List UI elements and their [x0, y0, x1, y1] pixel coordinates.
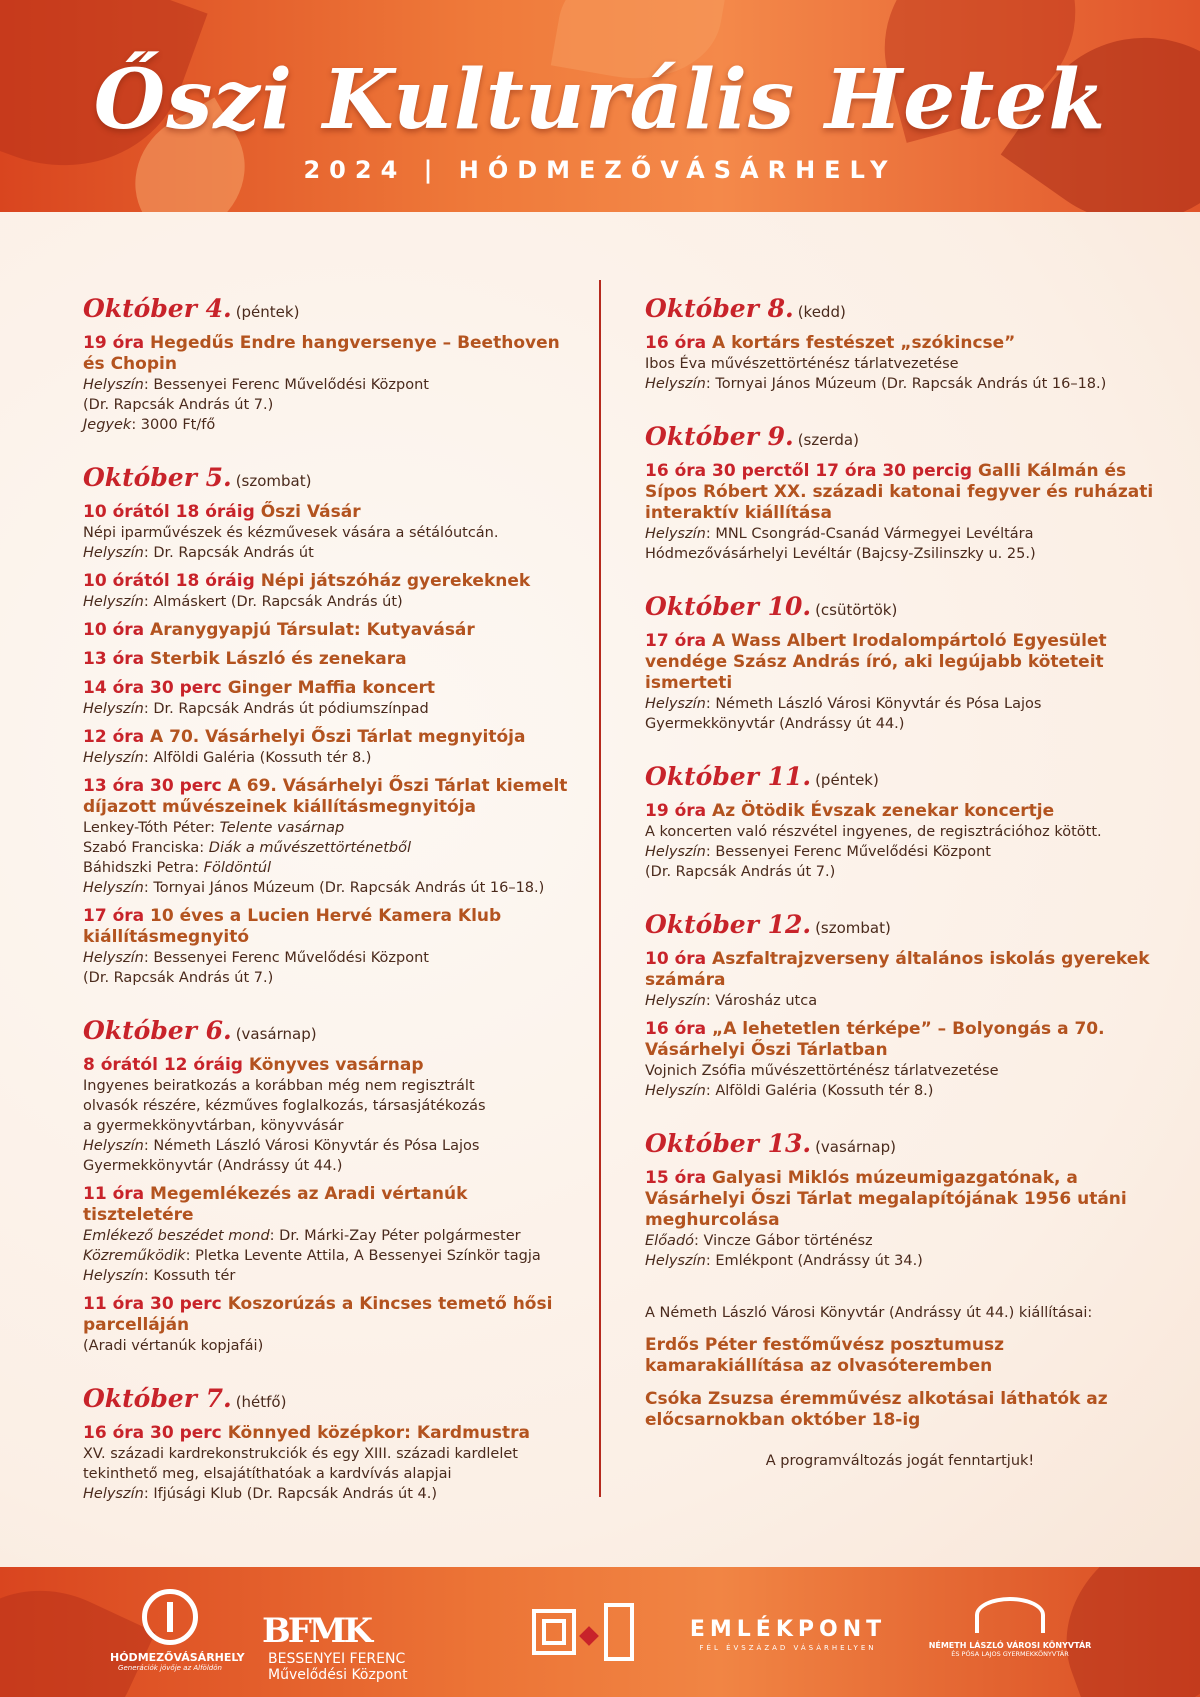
event-title — [645, 1019, 1155, 1061]
event-title — [83, 571, 583, 592]
detail-text: A koncerten való részvétel ingyenes, de regisztrációhoz kötött. — [645, 824, 1102, 840]
event-detail-line — [83, 1136, 583, 1156]
event-title — [645, 333, 1155, 354]
event-title — [645, 461, 1155, 524]
day-section — [83, 461, 583, 988]
event-time: 11 óra — [83, 1184, 145, 1204]
event-item — [645, 631, 1155, 734]
event-time: 10 óra — [645, 949, 707, 969]
detail-text: : MNL Csongrád-Csanád Vármegyei Levéltára — [705, 526, 1034, 542]
event-title — [83, 333, 583, 375]
detail-work-title: Földöntúl — [203, 860, 272, 876]
detail-text: : Tornyai János Múzeum (Dr. Rapcsák András út 16–18.) — [143, 880, 545, 896]
program-column-left — [83, 292, 583, 1504]
event-title — [83, 776, 583, 818]
detail-label: Helyszín — [83, 1486, 144, 1502]
event-name: Aszfaltrajzverseny általános iskolás gyerekek számára — [645, 949, 1150, 990]
detail-label: Helyszín — [83, 950, 144, 966]
detail-label: Helyszín — [83, 701, 144, 717]
detail-text: : Emlékpont (Andrássy út 34.) — [705, 1253, 923, 1269]
event-detail-line — [83, 968, 583, 988]
city-crest-icon — [142, 1589, 198, 1645]
event-detail-line — [83, 415, 583, 435]
day-section — [83, 1014, 583, 1356]
detail-label: Helyszín — [83, 545, 144, 561]
detail-text: : Vincze Gábor történész — [694, 1233, 873, 1249]
event-name: Ginger Maffia koncert — [227, 678, 436, 698]
event-time: 17 óra — [645, 631, 707, 651]
event-title — [645, 631, 1155, 694]
detail-label: Helyszín — [645, 526, 706, 542]
header-banner — [0, 0, 1200, 212]
event-item — [83, 502, 583, 563]
event-time: 10 órától 18 óráig — [83, 571, 255, 591]
event-detail-line — [83, 1444, 583, 1464]
day-heading — [83, 1382, 583, 1419]
event-detail-line — [645, 694, 1155, 714]
detail-text: Báhidszki Petra: — [83, 860, 204, 876]
event-detail-line — [645, 862, 1155, 882]
event-detail-line — [645, 1061, 1155, 1081]
bfmk-line2: Művelődési Központ — [268, 1667, 408, 1683]
day-section — [83, 1382, 583, 1504]
event-time: 10 óra — [83, 620, 145, 640]
library-logo-line2: ÉS PÓSA LAJOS GYERMEKKÖNYVTÁR — [951, 1650, 1069, 1658]
day-date: Október 5. — [83, 463, 232, 492]
day-date: Október 9. — [645, 422, 794, 451]
detail-label: Helyszín — [83, 1138, 144, 1154]
detail-label: Helyszín — [83, 594, 144, 610]
event-name: Könnyed középkor: Kardmustra — [227, 1423, 531, 1443]
day-weekday: (szerda) — [797, 431, 859, 449]
detail-text: Ibos Éva művészettörténész tárlatvezetése — [645, 356, 959, 372]
event-time: 12 óra — [83, 727, 145, 747]
detail-text: Gyermekkönyvtár (Andrássy út 44.) — [83, 1158, 343, 1174]
detail-label: Helyszín — [645, 1253, 706, 1269]
event-item — [83, 727, 583, 768]
event-item — [83, 678, 583, 719]
detail-work-title: Telente vasárnap — [219, 820, 345, 836]
detail-text: : Alföldi Galéria (Kossuth tér 8.) — [143, 750, 372, 766]
event-detail-line — [83, 1096, 583, 1116]
column-divider — [599, 280, 601, 1497]
event-item — [83, 776, 583, 898]
detail-label: Közreműködik — [83, 1248, 186, 1264]
detail-text: : Tornyai János Múzeum (Dr. Rapcsák András út 16–18.) — [705, 376, 1107, 392]
event-time: 16 óra — [645, 1019, 707, 1039]
event-item — [83, 571, 583, 612]
detail-text: tekinthető meg, elsajátíthatóak a kardvívás alapjai — [83, 1466, 452, 1482]
event-item — [645, 333, 1155, 394]
detail-text: : Almáskert (Dr. Rapcsák András út) — [143, 594, 403, 610]
event-detail-line — [83, 858, 583, 878]
day-section — [645, 760, 1155, 882]
program-column-right — [645, 292, 1155, 1469]
event-detail-line — [83, 1464, 583, 1484]
event-detail-line — [83, 818, 583, 838]
event-title — [83, 1055, 583, 1076]
day-heading — [645, 292, 1155, 329]
event-detail-line — [645, 822, 1155, 842]
event-title — [645, 949, 1155, 991]
event-name: „A lehetetlen térképe” – Bolyongás a 70. Vásárhelyi Őszi Tárlatban — [645, 1019, 1105, 1060]
event-detail-line — [645, 544, 1155, 564]
detail-label: Helyszín — [645, 844, 706, 860]
detail-text: : Bessenyei Ferenc Művelődési Központ — [143, 950, 429, 966]
detail-text: : 3000 Ft/fő — [131, 417, 216, 433]
event-item — [83, 1055, 583, 1176]
day-heading — [83, 292, 583, 329]
detail-text: Népi iparművészek és kézművesek vására a sétálóutcán. — [83, 525, 499, 541]
event-item — [645, 949, 1155, 1011]
day-heading — [645, 760, 1155, 797]
logo-nemeth-laszlo-konyvtar — [920, 1597, 1100, 1658]
event-detail-line — [645, 1251, 1155, 1271]
detail-text: : Kossuth tér — [143, 1268, 236, 1284]
page-subtitle: 2024 | HÓDMEZŐVÁSÁRHELY — [303, 156, 897, 184]
event-time: 16 óra — [645, 333, 707, 353]
detail-text: (Dr. Rapcsák András út 7.) — [83, 970, 274, 986]
detail-text: Lenkey-Tóth Péter: — [83, 820, 220, 836]
detail-text: : Ifjúsági Klub (Dr. Rapcsák András út 4.) — [143, 1486, 437, 1502]
exhibit-1: Erdős Péter festőművész posztumusz kamarakiállítása az olvasóteremben — [645, 1335, 1004, 1376]
day-section — [645, 420, 1155, 564]
event-title — [83, 678, 583, 699]
detail-label: Emlékező beszédet mond — [83, 1228, 270, 1244]
detail-text: (Dr. Rapcsák András út 7.) — [645, 864, 836, 880]
event-title — [83, 1294, 583, 1336]
event-name: Az Ötödik Évszak zenekar koncertje — [712, 801, 1055, 821]
event-detail-line — [83, 838, 583, 858]
library-logo-line1: NÉMETH LÁSZLÓ VÁROSI KÖNYVTÁR — [928, 1641, 1092, 1650]
event-item — [83, 620, 583, 641]
event-item — [645, 461, 1155, 564]
day-date: Október 6. — [83, 1016, 232, 1045]
day-section — [83, 292, 583, 435]
event-item — [83, 1184, 583, 1286]
detail-text: : Városház utca — [705, 993, 818, 1009]
day-weekday: (szombat) — [815, 919, 891, 937]
detail-label: Helyszín — [645, 696, 706, 712]
event-title — [83, 1423, 583, 1444]
detail-label: Előadó — [645, 1233, 695, 1249]
detail-text: : Pletka Levente Attila, A Bessenyei Színkör tagja — [185, 1248, 541, 1264]
detail-label: Helyszín — [83, 880, 144, 896]
event-item — [83, 906, 583, 988]
event-detail-line — [83, 592, 583, 612]
detail-text: : Bessenyei Ferenc Művelődési Központ — [705, 844, 991, 860]
detail-label: Helyszín — [645, 993, 706, 1009]
event-time: 17 óra — [83, 906, 145, 926]
event-name: A kortárs festészet „szókincse” — [712, 333, 1016, 353]
event-time: 8 órától 12 óráig — [83, 1055, 243, 1075]
event-title — [83, 1184, 583, 1226]
footer-banner — [0, 1567, 1200, 1697]
day-section — [645, 590, 1155, 734]
bfmk-line1: BESSENYEI FERENC — [268, 1651, 406, 1667]
event-time: 15 óra — [645, 1168, 707, 1188]
detail-label: Helyszín — [83, 377, 144, 393]
detail-text: Ingyenes beiratkozás a korábban még nem regisztrált — [83, 1078, 475, 1094]
event-time: 10 órától 18 óráig — [83, 502, 255, 522]
day-heading — [645, 1127, 1155, 1164]
day-weekday: (vasárnap) — [815, 1138, 896, 1156]
day-section — [645, 1127, 1155, 1271]
event-name: Aranygyapjú Társulat: Kutyavásár — [150, 620, 475, 640]
event-name: A 70. Vásárhelyi Őszi Tárlat megnyitója — [150, 727, 526, 747]
day-heading — [645, 908, 1155, 945]
detail-label: Helyszín — [645, 376, 706, 392]
detail-text: Szabó Franciska: — [83, 840, 209, 856]
event-item — [645, 1019, 1155, 1101]
detail-text: (Aradi vértanúk kopjafái) — [83, 1338, 264, 1354]
event-time: 13 óra 30 perc — [83, 776, 222, 796]
event-detail-line — [83, 395, 583, 415]
day-date: Október 4. — [83, 294, 232, 323]
event-detail-line — [645, 991, 1155, 1011]
event-name: Megemlékezés az Aradi vértanúk tiszteletére — [83, 1184, 468, 1225]
day-heading — [645, 590, 1155, 627]
event-name: Hegedűs Endre hangversenye – Beethoven és Chopin — [83, 333, 560, 374]
event-name: Őszi Vásár — [260, 502, 361, 522]
logo-emlekpont — [688, 1617, 888, 1652]
detail-label: Helyszín — [645, 1083, 706, 1099]
event-name: Népi játszóház gyerekeknek — [260, 571, 531, 591]
book-fan-icon — [975, 1597, 1045, 1633]
event-detail-line — [645, 374, 1155, 394]
event-detail-line — [83, 878, 583, 898]
event-name: A Wass Albert Irodalompártoló Egyesület vendége Szász András író, aki legújabb köteteit ismerteti — [645, 631, 1107, 693]
detail-text: Hódmezővásárhelyi Levéltár (Bajcsy-Zsilinszky u. 25.) — [645, 546, 1036, 562]
event-detail-line — [645, 714, 1155, 734]
event-title — [83, 620, 583, 641]
logo-museum-icon — [532, 1609, 652, 1665]
event-detail-line — [83, 1266, 583, 1286]
day-heading — [645, 420, 1155, 457]
day-section — [645, 292, 1155, 394]
logo-bfmk — [262, 1611, 502, 1683]
page-title: Őszi Kulturális Hetek — [93, 52, 1107, 148]
detail-text: : Dr. Rapcsák András út pódiumszínpad — [143, 701, 429, 717]
event-time: 16 óra 30 perctől 17 óra 30 percig — [645, 461, 973, 481]
event-title — [83, 727, 583, 748]
day-date: Október 10. — [645, 592, 812, 621]
event-detail-line — [83, 748, 583, 768]
event-detail-line — [645, 1231, 1155, 1251]
detail-text: Vojnich Zsófia művészettörténész tárlatvezetése — [645, 1063, 999, 1079]
day-weekday: (péntek) — [815, 771, 879, 789]
library-note: A Németh László Városi Könyvtár (Andrássy út 44.) kiállításai: — [645, 1305, 1093, 1321]
event-name: Koszorúzás a Kincses temető hősi parcelláján — [83, 1294, 553, 1335]
day-date: Október 8. — [645, 294, 794, 323]
day-section — [645, 908, 1155, 1101]
event-name: Galli Kálmán és Sípos Róbert XX. századi katonai fegyver és ruházati interaktív kiállítása — [645, 461, 1154, 523]
bfmk-mark: BFMK — [262, 1611, 371, 1651]
event-detail-line — [645, 354, 1155, 374]
detail-label: Helyszín — [83, 750, 144, 766]
event-time: 11 óra 30 perc — [83, 1294, 222, 1314]
event-detail-line — [83, 1116, 583, 1136]
event-detail-line — [83, 1246, 583, 1266]
emlekpont-name: EMLÉKPONT — [689, 1617, 887, 1642]
event-detail-line — [83, 1156, 583, 1176]
detail-label: Jegyek — [83, 417, 132, 433]
day-weekday: (vasárnap) — [235, 1025, 317, 1043]
event-time: 16 óra 30 perc — [83, 1423, 222, 1443]
day-weekday: (szombat) — [235, 472, 312, 490]
event-time: 13 óra — [83, 649, 145, 669]
day-heading — [83, 461, 583, 498]
emlekpont-tagline: FÉL ÉVSZÁZAD VÁSÁRHELYEN — [699, 1644, 877, 1652]
event-item — [83, 333, 583, 435]
detail-text: olvasók részére, kézműves foglalkozás, társasjátékozás — [83, 1098, 486, 1114]
event-detail-line — [83, 1226, 583, 1246]
detail-label: Helyszín — [83, 1268, 144, 1284]
detail-text: : Németh László Városi Könyvtár és Pósa Lajos — [705, 696, 1042, 712]
day-weekday: (csütörtök) — [815, 601, 898, 619]
detail-text: Gyermekkönyvtár (Andrássy út 44.) — [645, 716, 905, 732]
detail-text: a gyermekkönyvtárban, könyvvásár — [83, 1118, 344, 1134]
event-title — [83, 649, 583, 670]
detail-text: : Alföldi Galéria (Kossuth tér 8.) — [705, 1083, 934, 1099]
event-item — [645, 801, 1155, 882]
logo-hodmezovasarhely-name: HÓDMEZŐVÁSÁRHELY — [110, 1651, 245, 1664]
event-name: 10 éves a Lucien Hervé Kamera Klub kiállításmegnyitó — [83, 906, 502, 947]
disclaimer: A programváltozás jogát fenntartjuk! — [765, 1453, 1035, 1469]
event-time: 19 óra — [83, 333, 145, 353]
event-name: Könyves vasárnap — [248, 1055, 424, 1075]
day-date: Október 12. — [645, 910, 812, 939]
event-detail-line — [83, 1484, 583, 1504]
event-item — [645, 1168, 1155, 1271]
event-detail-line — [83, 1076, 583, 1096]
event-item — [83, 1294, 583, 1356]
event-title — [83, 502, 583, 523]
event-item — [83, 649, 583, 670]
event-detail-line — [83, 543, 583, 563]
day-weekday: (kedd) — [797, 303, 846, 321]
event-item — [83, 1423, 583, 1504]
day-date: Október 13. — [645, 1129, 812, 1158]
event-title — [645, 1168, 1155, 1231]
detail-text: (Dr. Rapcsák András út 7.) — [83, 397, 274, 413]
event-title — [645, 801, 1155, 822]
event-title — [83, 906, 583, 948]
event-time: 19 óra — [645, 801, 707, 821]
detail-work-title: Diák a művészettörténetből — [208, 840, 411, 856]
event-name: A 69. Vásárhelyi Őszi Tárlat kiemelt díjazott művészeinek kiállításmegnyitója — [83, 776, 568, 817]
day-date: Október 11. — [645, 762, 812, 791]
event-detail-line — [83, 1336, 583, 1356]
event-detail-line — [83, 375, 583, 395]
logo-hodmezovasarhely — [110, 1589, 245, 1672]
detail-text: : Dr. Rapcsák András út — [143, 545, 314, 561]
event-time: 14 óra 30 perc — [83, 678, 222, 698]
event-name: Sterbik László és zenekara — [150, 649, 407, 669]
day-weekday: (hétfő) — [235, 1393, 287, 1411]
event-detail-line — [645, 842, 1155, 862]
detail-text: : Dr. Márki-Zay Péter polgármester — [269, 1228, 521, 1244]
detail-text: : Németh László Városi Könyvtár és Pósa Lajos — [143, 1138, 480, 1154]
detail-text: : Bessenyei Ferenc Művelődési Központ — [143, 377, 429, 393]
event-name: Galyasi Miklós múzeumigazgatónak, a Vásárhelyi Őszi Tárlat megalapítójának 1956 utáni meghurcolása — [645, 1168, 1127, 1230]
exhibit-2: Csóka Zsuzsa éremművész alkotásai láthatók az előcsarnokban október 18-ig — [645, 1389, 1108, 1430]
detail-text: XV. századi kardrekonstrukciók és egy XIII. századi kardlelet — [83, 1446, 518, 1462]
day-date: Október 7. — [83, 1384, 232, 1413]
event-detail-line — [83, 523, 583, 543]
day-heading — [83, 1014, 583, 1051]
event-detail-line — [83, 948, 583, 968]
day-weekday: (péntek) — [235, 303, 300, 321]
event-detail-line — [645, 524, 1155, 544]
logo-hodmezovasarhely-tagline: Generációk jövője az Alföldön — [118, 1664, 222, 1672]
event-detail-line — [83, 699, 583, 719]
event-detail-line — [645, 1081, 1155, 1101]
